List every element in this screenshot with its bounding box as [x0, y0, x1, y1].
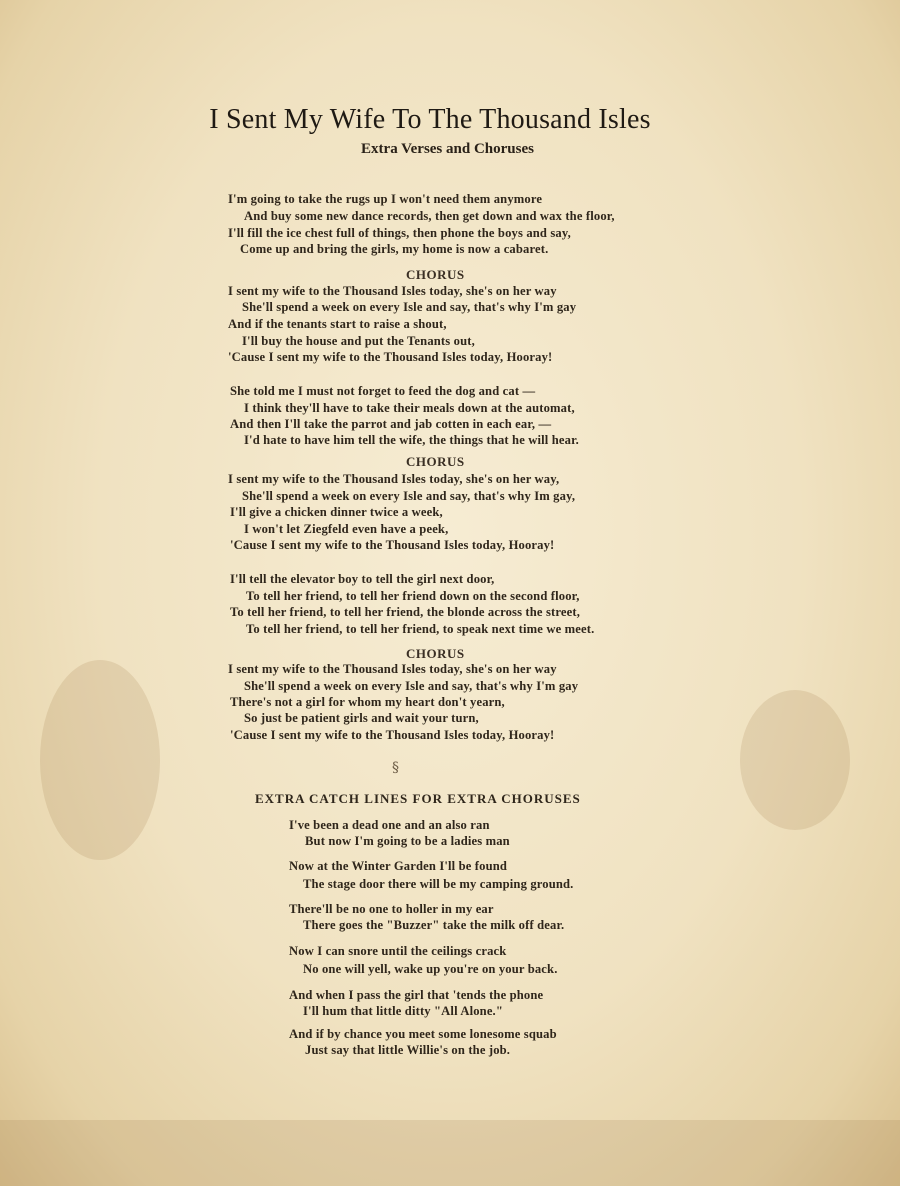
- chorus-line: I won't let Ziegfeld even have a peek,: [244, 522, 449, 536]
- verse-line: I'd hate to have him tell the wife, the things that he will hear.: [244, 433, 579, 447]
- catch-line: I've been a dead one and an also ran: [289, 818, 490, 832]
- page-subtitle: Extra Verses and Choruses: [361, 141, 534, 157]
- chorus-line: 'Cause I sent my wife to the Thousand Isles today, Hooray!: [228, 350, 553, 364]
- chorus-line: There's not a girl for whom my heart don't yearn,: [230, 695, 505, 709]
- verse-line: I'm going to take the rugs up I won't need them anymore: [228, 192, 543, 206]
- chorus-line: So just be patient girls and wait your turn,: [244, 711, 479, 725]
- catch-line: And if by chance you meet some lonesome squab: [289, 1027, 557, 1041]
- verse-line: She told me I must not forget to feed the dog and cat —: [230, 384, 536, 398]
- catch-line: But now I'm going to be a ladies man: [305, 834, 510, 848]
- verse-line: To tell her friend, to tell her friend, to speak next time we meet.: [246, 622, 595, 636]
- verse-line: To tell her friend, to tell her friend down on the second floor,: [246, 589, 580, 603]
- paper-stain: [0, 1120, 900, 1186]
- catch-line: Now at the Winter Garden I'll be found: [289, 859, 508, 873]
- verse-line: I'll tell the elevator boy to tell the girl next door,: [230, 572, 495, 586]
- catch-line: Just say that little Willie's on the job.: [305, 1043, 511, 1057]
- chorus-line: 'Cause I sent my wife to the Thousand Isles today, Hooray!: [230, 728, 555, 742]
- verse-line: And then I'll take the parrot and jab cotten in each ear, —: [230, 417, 552, 431]
- chorus-line: I'll give a chicken dinner twice a week,: [230, 505, 443, 519]
- chorus-heading: CHORUS: [406, 646, 465, 661]
- chorus-heading: CHORUS: [406, 267, 465, 282]
- chorus-line: And if the tenants start to raise a shout,: [228, 317, 447, 331]
- chorus-line: She'll spend a week on every Isle and say, that's why I'm gay: [242, 300, 577, 314]
- chorus-line: She'll spend a week on every Isle and say, that's why I'm gay: [244, 679, 579, 693]
- page-title: I Sent My Wife To The Thousand Isles: [209, 104, 651, 135]
- verse-line: And buy some new dance records, then get down and wax the floor,: [244, 209, 615, 223]
- paper-stain: [740, 690, 850, 830]
- chorus-line: I sent my wife to the Thousand Isles today, she's on her way,: [228, 472, 560, 486]
- chorus-line: I sent my wife to the Thousand Isles today, she's on her way: [228, 662, 557, 676]
- catch-line: There goes the "Buzzer" take the milk off dear.: [303, 918, 565, 932]
- chorus-line: She'll spend a week on every Isle and say, that's why Im gay,: [242, 489, 576, 503]
- chorus-line: I sent my wife to the Thousand Isles today, she's on her way: [228, 284, 557, 298]
- extra-catch-lines-heading: EXTRA CATCH LINES FOR EXTRA CHORUSES: [255, 791, 581, 806]
- chorus-line: I'll buy the house and put the Tenants out,: [242, 334, 475, 348]
- verse-line: I'll fill the ice chest full of things, then phone the boys and say,: [228, 226, 571, 240]
- paper-stain: [40, 660, 160, 860]
- ornament-icon: §: [392, 760, 399, 776]
- chorus-line: 'Cause I sent my wife to the Thousand Isles today, Hooray!: [230, 538, 555, 552]
- catch-line: The stage door there will be my camping ground.: [303, 877, 574, 891]
- verse-line: I think they'll have to take their meals down at the automat,: [244, 401, 575, 415]
- catch-line: There'll be no one to holler in my ear: [289, 902, 494, 916]
- catch-line: I'll hum that little ditty "All Alone.": [303, 1004, 504, 1018]
- catch-line: No one will yell, wake up you're on your back.: [303, 962, 558, 976]
- chorus-heading: CHORUS: [406, 454, 465, 469]
- catch-line: Now I can snore until the ceilings crack: [289, 944, 507, 958]
- catch-line: And when I pass the girl that 'tends the phone: [289, 988, 544, 1002]
- verse-line: To tell her friend, to tell her friend, the blonde across the street,: [230, 605, 580, 619]
- verse-line: Come up and bring the girls, my home is now a cabaret.: [240, 242, 549, 256]
